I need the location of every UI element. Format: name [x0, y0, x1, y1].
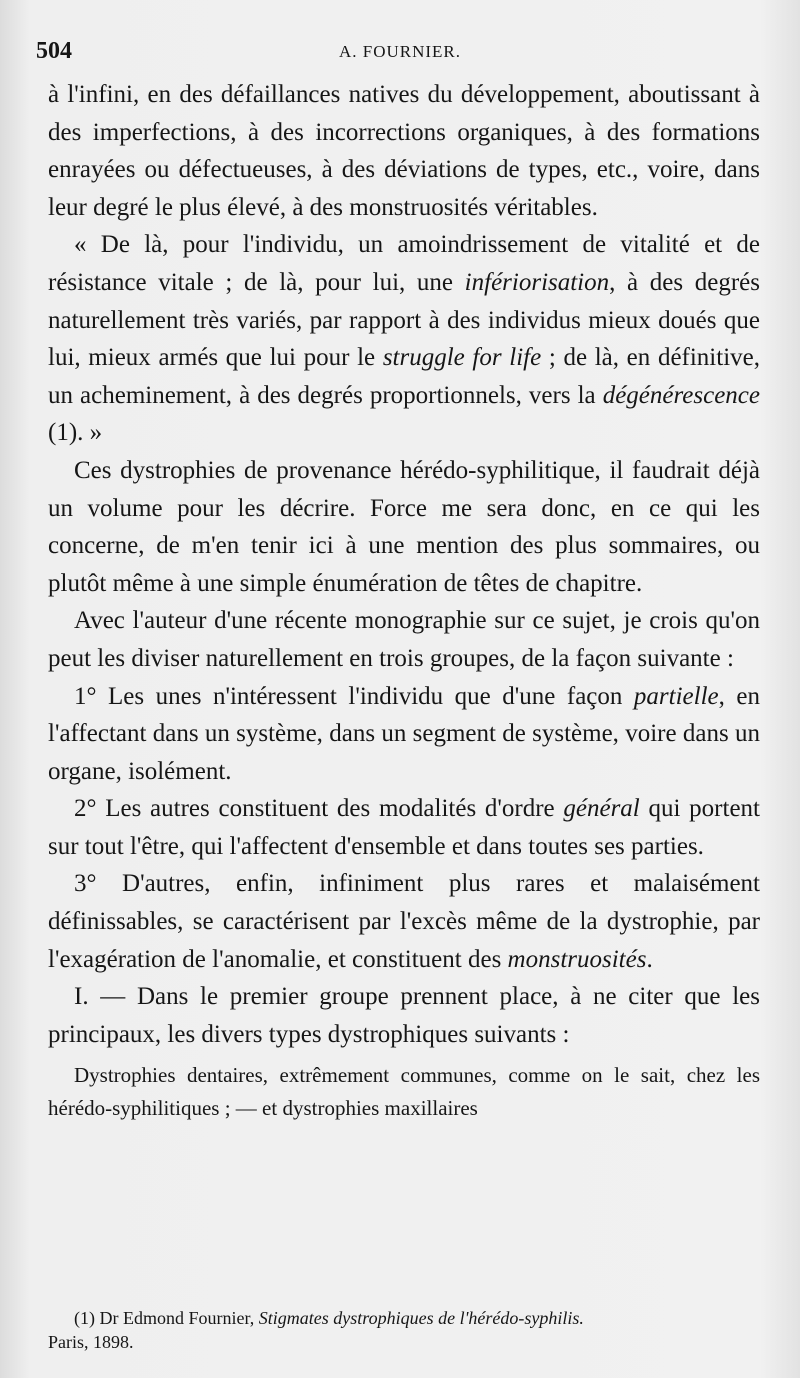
- italic-text: général: [563, 795, 640, 823]
- text-run: à l'infini, en des défaillances natives du développement, aboutissant à des imperfections, à des incorrections organiques, à des formations enrayées ou défectueuses, à des déviations de types, etc., voire, dans leur degré le plus élevé, à des monstruosités véritables.: [48, 81, 760, 221]
- paragraph-8: [48, 978, 760, 1053]
- text-run: (1) Dr Edmond Fournier,: [74, 1308, 259, 1328]
- body-text: [48, 76, 760, 1125]
- paragraph-9: [48, 1059, 760, 1125]
- text-run: (1). »: [48, 419, 103, 447]
- footnote-2: [48, 1330, 760, 1354]
- text-run: Paris, 1898.: [48, 1332, 134, 1352]
- text-run: Avec l'auteur d'une récente monographie sur ce sujet, je crois qu'on peut les diviser naturellement en trois groupes, de la façon suivante :: [48, 607, 760, 672]
- italic-text: dégénérescence: [602, 381, 760, 409]
- footnotes: [48, 1306, 760, 1354]
- text-run: ; de là, en définitive, un acheminement, à des degrés proportionnels, vers la: [48, 344, 760, 409]
- paragraph-5: [48, 678, 760, 791]
- paragraph-3: [48, 452, 760, 602]
- paragraph-6: [48, 790, 760, 865]
- italic-text: Stigmates dystrophiques de l'hérédo-syphilis.: [258, 1308, 584, 1328]
- italic-text: infériorisation: [464, 268, 610, 296]
- text-run: qui portent sur tout l'être, qui l'affectent d'ensemble et dans toutes ses parties.: [48, 795, 760, 860]
- italic-text: partielle: [633, 682, 719, 710]
- text-run: .: [646, 945, 653, 973]
- italic-text: monstruosités: [507, 945, 647, 973]
- text-run: 2° Les autres constituent des modalités d'ordre: [74, 795, 564, 823]
- text-run: 1° Les unes n'intéressent l'individu que d'une façon: [74, 682, 634, 710]
- page-header: [0, 38, 800, 68]
- paragraph-1: [48, 76, 760, 226]
- paragraph-2: [48, 226, 760, 452]
- text-run: Ces dystrophies de provenance hérédo-syphilitique, il faudrait déjà un volume pour les décrire. Force me sera donc, en ce qui les concerne, de m'en tenir ici à une mention des plus sommaires, ou plutôt même à une simple énumération de têtes de chapitre.: [48, 456, 760, 597]
- running-head: A. FOURNIER.: [338, 42, 462, 61]
- page-number: 504: [36, 38, 72, 64]
- text-run: , en l'affectant dans un système, dans un segment de système, voire dans un organe, isolément.: [48, 682, 760, 785]
- paragraph-7: [48, 865, 760, 978]
- text-run: I. — Dans le premier groupe prennent place, à ne citer que les principaux, les divers types dystrophiques suivants :: [48, 983, 760, 1048]
- text-run: « De là, pour l'individu, un amoindrissement de vitalité et de résistance vitale ; de là, pour lui, une: [48, 231, 760, 296]
- footnote-1: [48, 1306, 760, 1330]
- text-run: 3° D'autres, enfin, infiniment plus rares et malaisément définissables, se caractérisent par l'excès même de la dystrophie, par l'exagération de l'anomalie, et constituent des: [48, 870, 760, 973]
- italic-text: struggle for life: [382, 344, 542, 372]
- text-run: Dystrophies dentaires, extrêmement communes, comme on le sait, chez les hérédo-syphilitiques ; — et dystrophies maxillaires: [48, 1063, 760, 1121]
- paragraph-4: [48, 602, 760, 677]
- text-run: , à des degrés naturellement très variés, par rapport à des individus mieux doués que lui, mieux armés que lui pour le: [48, 268, 760, 372]
